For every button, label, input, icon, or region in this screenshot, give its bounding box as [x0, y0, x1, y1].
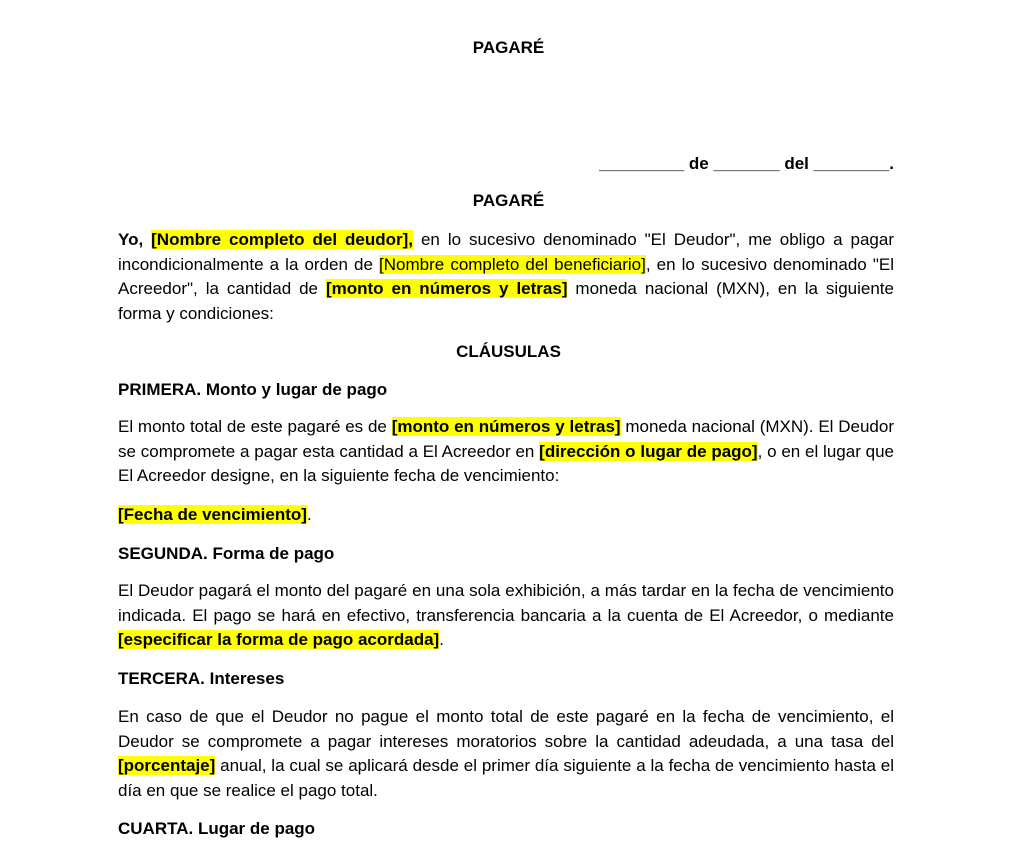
cuarta-heading: CUARTA. Lugar de pago [118, 819, 316, 838]
tercera-paragraph [118, 705, 894, 804]
fecha-end: . [306, 505, 312, 524]
tercera-text-1: En caso de que el Deudor no pague el monto total de este pagaré en la fecha de vencimiento, el Deudor se compromete a pagar intereses moratorios sobre la cantidad adeudada, a una tasa del [118, 707, 894, 751]
segunda-text-2: . [439, 630, 444, 650]
placeholder-monto: [monto en números y letras] [325, 279, 568, 299]
intro-paragraph [118, 228, 894, 327]
tercera-heading: TERCERA. Intereses [118, 669, 285, 688]
placeholder-direccion: [dirección o lugar de pago] [539, 441, 758, 461]
primera-text-3: , o en el lugar que El Acreedor designe, en la siguiente fecha de vencimiento: [118, 441, 895, 486]
clausulas-heading: CLÁUSULAS [456, 342, 561, 361]
segunda-heading: SEGUNDA. Forma de pago [118, 544, 335, 563]
document-subtitle: PAGARÉ [472, 191, 545, 210]
date-line: _________ de _______ del ________. [599, 154, 894, 173]
placeholder-deudor: [Nombre completo del deudor], [151, 230, 414, 249]
fecha-line [118, 503, 894, 528]
intro-text-2: , en lo sucesivo denominado "El Acreedor", la cantidad de [118, 254, 894, 299]
tercera-text-2: anual, la cual se aplicará desde el primer día siguiente a la fecha de vencimiento hasta el día en que se realice el pago total. [118, 756, 894, 801]
placeholder-forma-pago: [especificar la forma de pago acordada] [118, 630, 440, 650]
intro-text-1: en lo sucesivo denominado "El Deudor", me obligo a pagar incondicionalmente a la orden de [118, 230, 894, 274]
primera-text-1: El monto total de este pagaré es de [118, 417, 392, 436]
placeholder-fecha: [Fecha de vencimiento] [118, 505, 307, 524]
primera-heading: PRIMERA. Monto y lugar de pago [118, 380, 388, 399]
intro-yo: Yo, [118, 230, 152, 249]
intro-text-3: moneda nacional (MXN), en la siguiente forma y condiciones: [118, 279, 894, 324]
primera-text-2: moneda nacional (MXN). El Deudor se compromete a pagar esta cantidad a El Acreedor en [118, 417, 894, 461]
placeholder-monto-2: [monto en números y letras] [391, 417, 621, 436]
primera-paragraph [118, 415, 894, 489]
document-title: PAGARÉ [472, 38, 545, 57]
placeholder-beneficiario: [Nombre completo del beneficiario] [379, 254, 646, 274]
placeholder-porcentaje: [porcentaje] [118, 756, 216, 776]
segunda-text-1: El Deudor pagará el monto del pagaré en una sola exhibición, a más tardar en la fecha de vencimiento indicada. El pago se hará en efectivo, transferencia bancaria a la cuenta de El Acreedor, o mediante [118, 581, 894, 625]
segunda-paragraph [118, 579, 894, 653]
